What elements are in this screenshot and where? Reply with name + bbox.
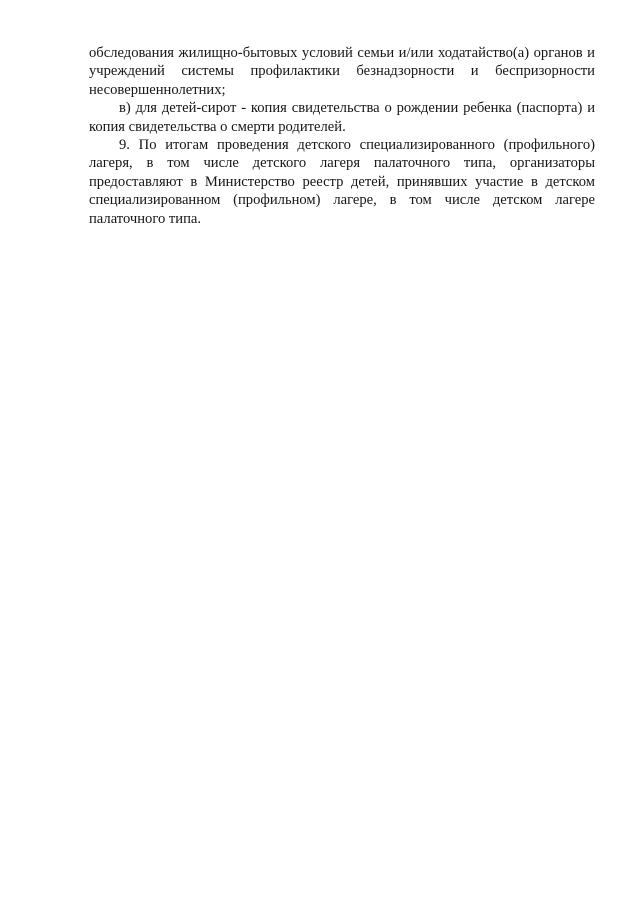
paragraph-item-v: в) для детей-сирот - копия свидетельства о рождении ребенка (паспорта) и копия свидетельства о смерти родителей. (89, 100, 595, 135)
document-body (89, 44, 595, 228)
paragraph-item-9: 9. По итогам проведения детского специализированного (профильного) лагеря, в том числе детского лагеря палаточного типа, организаторы предоставляют в Министерство реестр детей, принявших участие в детском специализированном (профильном) лагере, в том числе детском лагере палаточного типа. (89, 137, 595, 227)
paragraph-continuation: обследования жилищно-бытовых условий семьи и/или ходатайство(а) органов и учреждений системы профилактики безнадзорности и беспризорности несовершеннолетних; (89, 45, 595, 98)
